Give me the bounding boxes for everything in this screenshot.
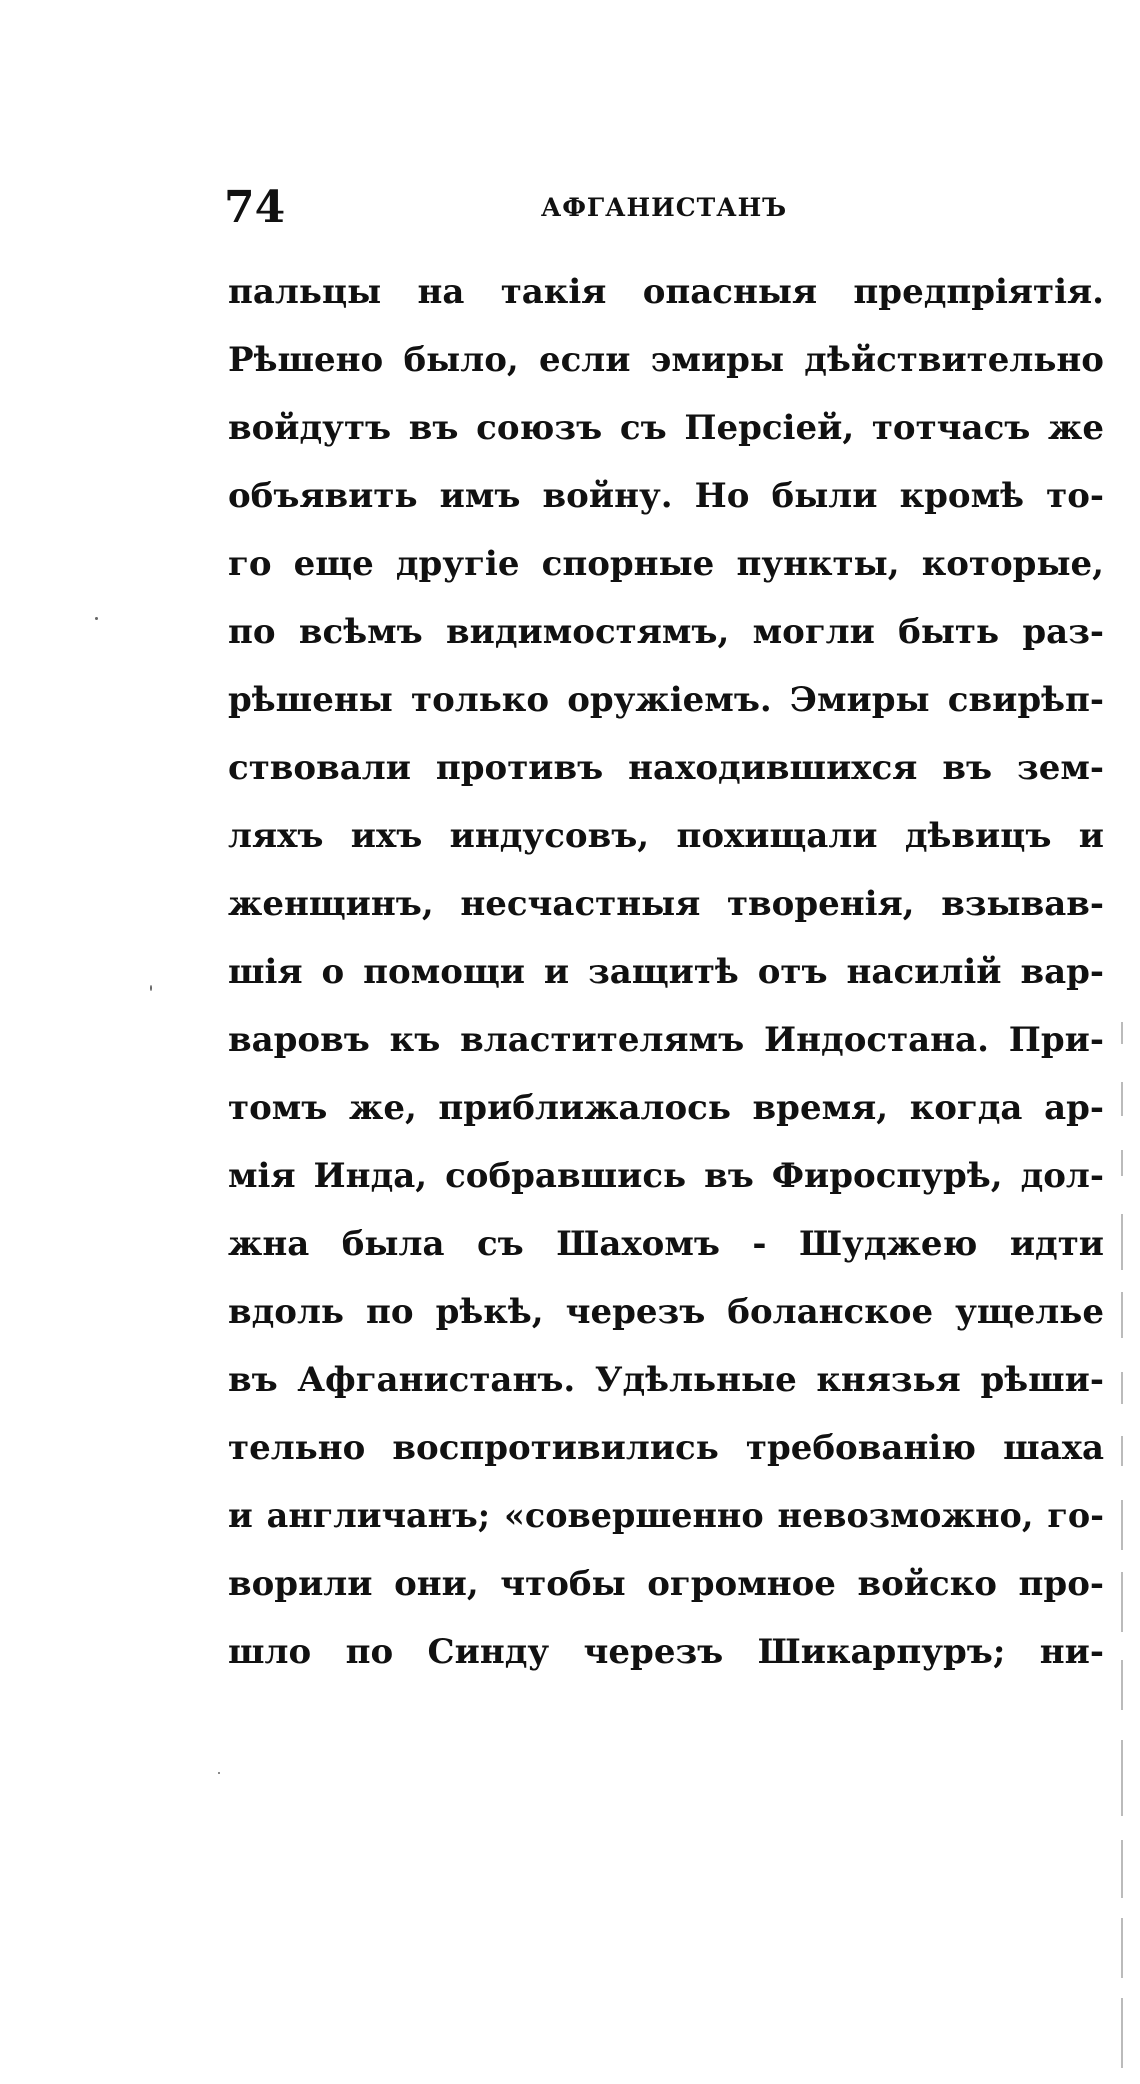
body-text <box>228 258 1104 1686</box>
text-line-12: варовъ къ властителямъ Индостана. При- <box>228 1020 1104 1060</box>
scan-rule-segment <box>1121 1998 1123 2068</box>
scan-rule-segment <box>1121 1840 1123 1898</box>
text-line-18: тельно воспротивились требованію шаха <box>228 1428 1104 1468</box>
text-line-7: рѣшены только оружіемъ. Эмиры свирѣп- <box>228 680 1104 720</box>
text-line-21: шло по Синду черезъ Шикарпуръ; ни- <box>228 1632 1104 1672</box>
text-line-1: пальцы на такія опасныя предпріятія. <box>228 272 1104 312</box>
text-line-8: ствовали противъ находившихся въ зем- <box>228 748 1104 788</box>
scan-rule-segment <box>1121 1436 1123 1466</box>
text-line-4: объявить имъ войну. Но были кромѣ то- <box>228 476 1104 516</box>
text-line-10: женщинъ, несчастныя творенія, взывав- <box>228 884 1104 924</box>
scan-rule-segment <box>1121 1572 1123 1632</box>
scan-rule-segment <box>1121 1214 1123 1270</box>
text-line-15: жна была съ Шахомъ - Шуджею идти <box>228 1224 1104 1264</box>
text-line-14: мія Инда, собравшись въ Фироспурѣ, дол- <box>228 1156 1104 1196</box>
text-line-17: въ Афганистанъ. Удѣльные князья рѣши- <box>228 1360 1104 1400</box>
running-head: АФГАНИСТАНЪ <box>540 193 788 222</box>
scan-rule-segment <box>1121 1740 1123 1816</box>
text-line-13: томъ же, приближалось время, когда ар- <box>228 1088 1104 1128</box>
text-line-16: вдоль по рѣкѣ, черезъ боланское ущелье <box>228 1292 1104 1332</box>
scan-speck <box>95 617 98 620</box>
text-line-19: и англичанъ; «совершенно невозможно, го- <box>228 1496 1104 1535</box>
scan-rule-segment <box>1121 1660 1123 1710</box>
text-line-5: го еще другіе спорные пункты, которые, <box>228 544 1104 584</box>
text-line-11: шія о помощи и защитѣ отъ насилій вар- <box>228 952 1104 992</box>
text-line-3: войдутъ въ союзъ съ Персіей, тотчасъ же <box>228 408 1104 448</box>
text-line-2: Рѣшено было, если эмиры дѣйствительно <box>228 340 1104 380</box>
scan-rule-segment <box>1121 1292 1123 1338</box>
scan-rule-segment <box>1121 1150 1123 1176</box>
text-line-9: ляхъ ихъ индусовъ, похищали дѣвицъ и <box>228 816 1104 856</box>
scan-speck <box>150 985 152 991</box>
text-line-20: ворили они, чтобы огромное войско про- <box>228 1564 1104 1604</box>
scan-rule-segment <box>1121 1082 1123 1116</box>
scan-speck <box>218 1772 220 1774</box>
text-line-6: по всѣмъ видимостямъ, могли быть раз- <box>228 612 1104 652</box>
scan-rule-segment <box>1121 1500 1123 1550</box>
scan-rule-segment <box>1121 1372 1123 1404</box>
scan-rule-segment <box>1121 1918 1123 1978</box>
scan-rule-segment <box>1121 1022 1123 1044</box>
page-header <box>224 178 1104 238</box>
page-number: 74 <box>224 182 286 233</box>
